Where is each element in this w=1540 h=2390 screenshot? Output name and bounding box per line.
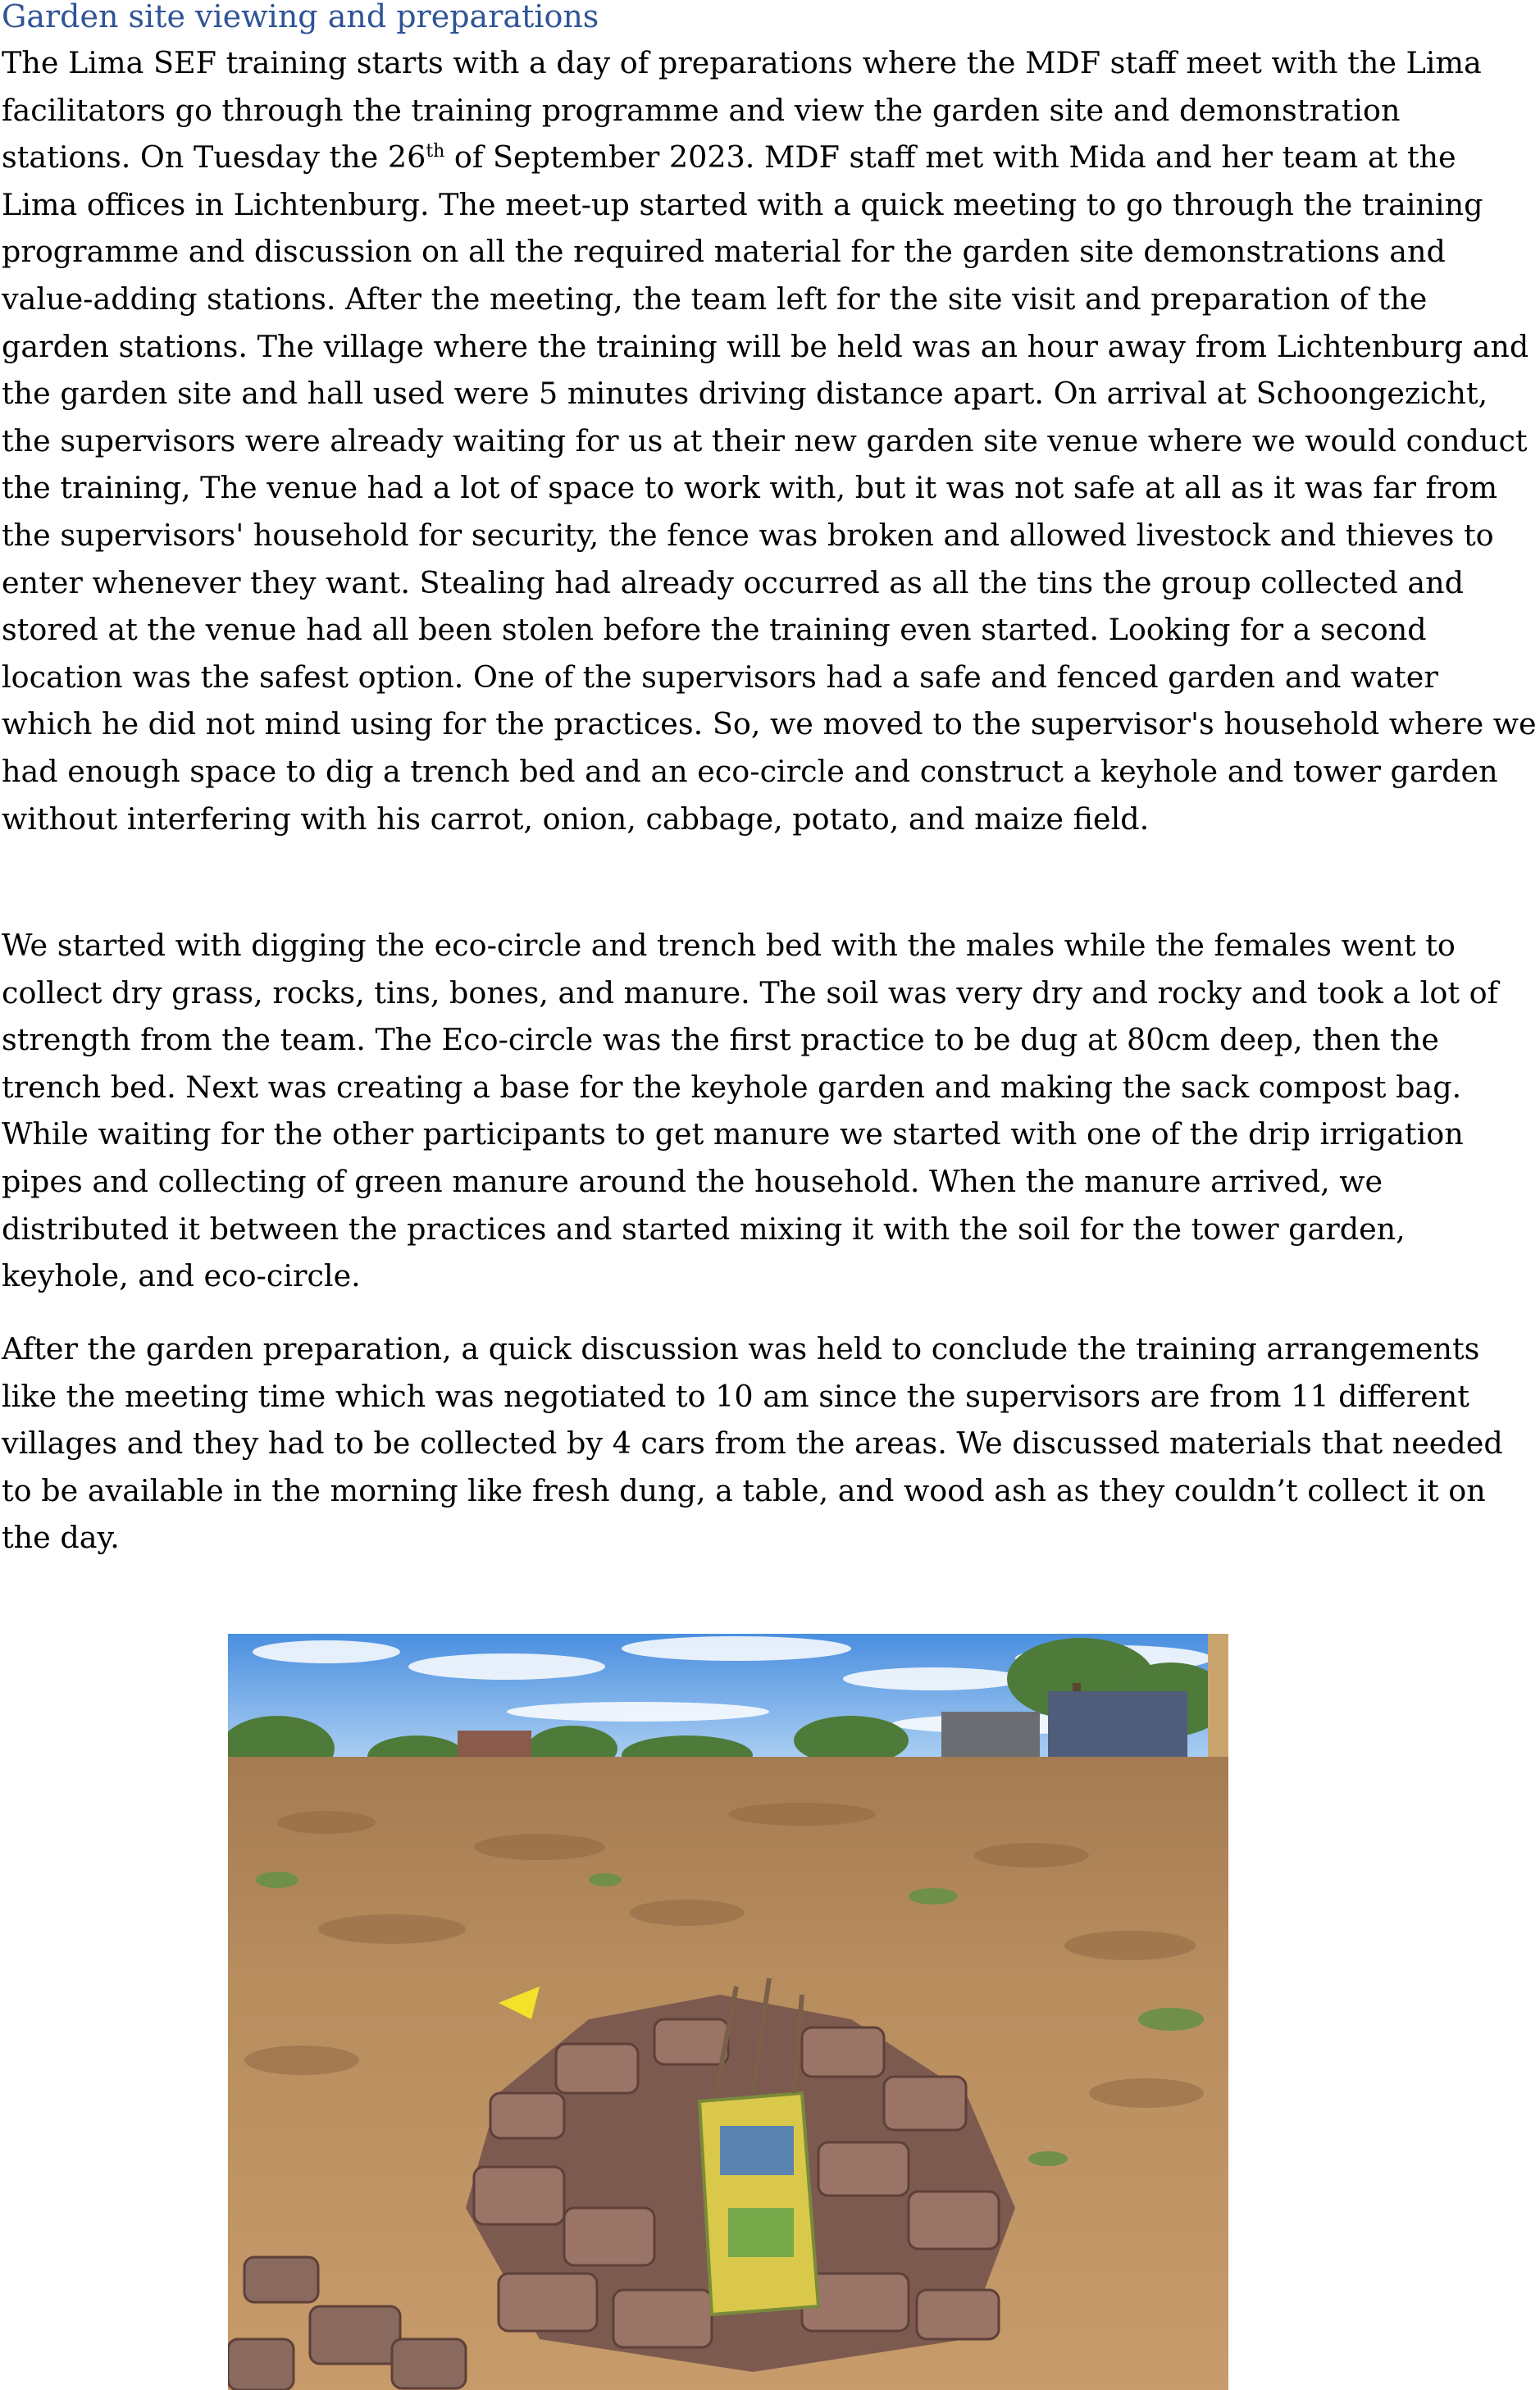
paragraph-digging: We started with digging the eco-circle and trench bed with the males while the females went to collect dry grass, rocks, tins, bones, and manure. The soil was very dry and rocky and took a lot of strength from the team. The Eco-circle was the first practice to be dug at 80cm deep, then the trench bed. Next was creating a base for the keyhole garden and making the sack compost bag. While waiting for the other participants to get manure we started with one of the drip irrigation pipes and collecting of green manure around the household. When the manure arrived, we distributed it between the practices and started mixing it with the soil for the tower garden, keyhole, and eco-circle. xyxy=(2,928,1499,1294)
paragraph-1-text-end: of September 2023. MDF staff met with Mida and her team at the Lima offices in Lichtenburg. The meet-up started with a quick meeting to go through the training programme and discussion on all the required material for the garden site demonstrations and value-adding stations. After the meeting, the team left for the site visit and preparation of the garden stations. The village where the training will be held was an hour away from Lichtenburg and the garden site and hall used were 5 minutes driving distance apart. On arrival at Schoongezicht, the supervisors were already waiting for us at their new garden site venue where we would conduct the training, The venue had a lot of space to work with, but it was not safe at all as it was far from the supervisors' household for security, the fence was broken and allowed livestock and thieves to enter whenever they want. Stealing had already occurred as all the tins the group collected and stored at the venue had all been stolen before the training even started. Looking for a second location was the safest option. One of the supervisors had a safe and fenced garden and water which he did not mind using for the practices. So, we moved to the supervisor's household where we had enough space to dig a trench bed and an eco-circle and construct a keyhole and tower garden without interfering with his carrot, onion, cabbage, potato, and maize field. xyxy=(2,139,1537,837)
ordinal-superscript: th xyxy=(426,141,445,162)
paragraph-1-text-start: The Lima SEF training starts with a day of preparations where the MDF staff meet with the Lima facilitators go through the training programme and view the garden site and demonstration stations. On Tuesday the 26 xyxy=(2,45,1482,176)
garden-photo-illustration xyxy=(228,1634,1228,2390)
section-heading: Garden site viewing and preparations xyxy=(2,0,599,34)
paragraph-site-viewing xyxy=(2,39,1537,842)
garden-photo xyxy=(228,1634,1228,2390)
paragraph-conclusion: After the garden preparation, a quick discussion was held to conclude the training arrangements like the meeting time which was negotiated to 10 am since the supervisors are from 11 different villages and they had to be collected by 4 cars from the areas. We discussed materials that needed to be available in the morning like fresh dung, a table, and wood ash as they couldn’t collect it on the day. xyxy=(2,1331,1503,1556)
